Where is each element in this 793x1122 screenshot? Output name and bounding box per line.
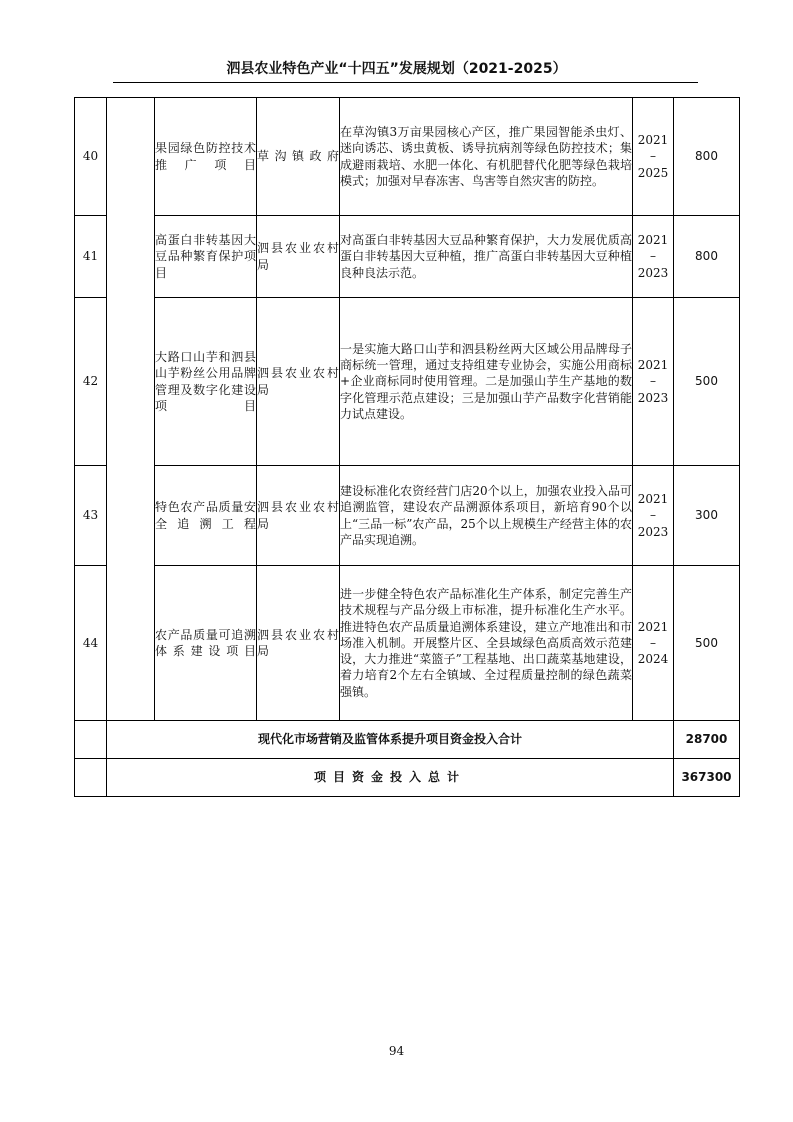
project-content: 进一步健全特色农产品标准化生产体系，制定完善生产技术规程与产品分级上市标准，提升标准化生产水平。推进特色农产品质量追溯体系建设，建立产地准出和市场准入机制。开展整片区、全县域绿色高质高效示范建设，大力推进“菜篮子”工程基地、出口蔬菜基地建设，着力培育2个左右全镇域、全过程质量控制的绿色蔬菜强镇。 xyxy=(340,566,633,721)
row-number: 42 xyxy=(75,298,107,466)
table-row xyxy=(75,216,740,298)
investment-amount: 500 xyxy=(674,298,740,466)
period-end: 2023 xyxy=(637,265,669,280)
table-row xyxy=(75,98,740,216)
period-separator: – xyxy=(650,149,656,164)
header-divider xyxy=(113,82,698,83)
period-end: 2023 xyxy=(637,524,669,539)
project-content: 一是实施大路口山芋和泗县粉丝两大区域公用品牌母子商标统一管理，通过支持组建专业协会，实施公用商标+企业商标同时使用管理。二是加强山芋生产基地的数字化管理示范点建设；三是加强山芋产品数字化营销能力试点建设。 xyxy=(340,298,633,466)
project-name: 大路口山芋和泗县山芋粉丝公用品牌管理及数字化建设项目 xyxy=(155,298,257,466)
period-start: 2021 xyxy=(637,492,669,507)
responsible-unit: 草沟镇政府 xyxy=(257,98,340,216)
subtotal-blank-cell xyxy=(75,721,107,759)
period-separator: – xyxy=(650,635,656,650)
period-start: 2021 xyxy=(637,133,669,148)
responsible-unit: 泗县农业农村局 xyxy=(257,466,340,566)
project-name: 农产品质量可追溯体系建设项目 xyxy=(155,566,257,721)
period-end: 2023 xyxy=(637,390,669,405)
responsible-unit: 泗县农业农村局 xyxy=(257,298,340,466)
project-name: 高蛋白非转基因大豆品种繁育保护项目 xyxy=(155,216,257,298)
project-content: 在草沟镇3万亩果园核心产区，推广果园智能杀虫灯、迷向诱芯、诱虫黄板、诱导抗病剂等绿色防控技术；集成避雨栽培、水肥一体化、有机肥替代化肥等绿色栽培模式；加强对早春冻害、鸟害等自然灾害的防控。 xyxy=(340,98,633,216)
total-label: 项目资金投入总计 xyxy=(107,759,674,797)
project-content: 对高蛋白非转基因大豆品种繁育保护，大力发展优质高蛋白非转基因大豆种植，推广高蛋白非转基因大豆种植良种良法示范。 xyxy=(340,216,633,298)
row-number: 43 xyxy=(75,466,107,566)
period-start: 2021 xyxy=(637,233,669,248)
construction-period xyxy=(633,298,674,466)
category-cell xyxy=(107,98,155,721)
subtotal-amount: 28700 xyxy=(674,721,740,759)
period-separator: – xyxy=(650,508,656,523)
subtotal-row xyxy=(75,721,740,759)
period-separator: – xyxy=(650,249,656,264)
total-amount: 367300 xyxy=(674,759,740,797)
project-name: 果园绿色防控技术推广项目 xyxy=(155,98,257,216)
page-number: 94 xyxy=(388,1044,405,1058)
responsible-unit: 泗县农业农村局 xyxy=(257,566,340,721)
investment-amount: 500 xyxy=(674,566,740,721)
period-end: 2025 xyxy=(637,165,669,180)
construction-period xyxy=(633,566,674,721)
total-blank-cell xyxy=(75,759,107,797)
total-row xyxy=(75,759,740,797)
construction-period xyxy=(633,466,674,566)
period-start: 2021 xyxy=(637,619,669,634)
investment-amount: 300 xyxy=(674,466,740,566)
responsible-unit: 泗县农业农村局 xyxy=(257,216,340,298)
construction-period xyxy=(633,216,674,298)
table-row xyxy=(75,298,740,466)
page-header-title: 泗县农业特色产业“十四五”发展规划（2021-2025） xyxy=(226,61,567,77)
investment-amount: 800 xyxy=(674,216,740,298)
period-separator: – xyxy=(650,374,656,389)
project-content: 建设标准化农资经营门店20个以上，加强农业投入品可追溯监管，建设农产品溯源体系项目，新培育90个以上“三品一标”农产品，25个以上规模生产经营主体的农产品实现追溯。 xyxy=(340,466,633,566)
table-row xyxy=(75,466,740,566)
project-investment-table xyxy=(74,97,740,797)
period-end: 2024 xyxy=(637,652,669,667)
investment-amount: 800 xyxy=(674,98,740,216)
row-number: 44 xyxy=(75,566,107,721)
row-number: 41 xyxy=(75,216,107,298)
period-start: 2021 xyxy=(637,358,669,373)
construction-period xyxy=(633,98,674,216)
project-name: 特色农产品质量安全追溯工程 xyxy=(155,466,257,566)
row-number: 40 xyxy=(75,98,107,216)
table-row xyxy=(75,566,740,721)
subtotal-label: 现代化市场营销及监管体系提升项目资金投入合计 xyxy=(107,721,674,759)
